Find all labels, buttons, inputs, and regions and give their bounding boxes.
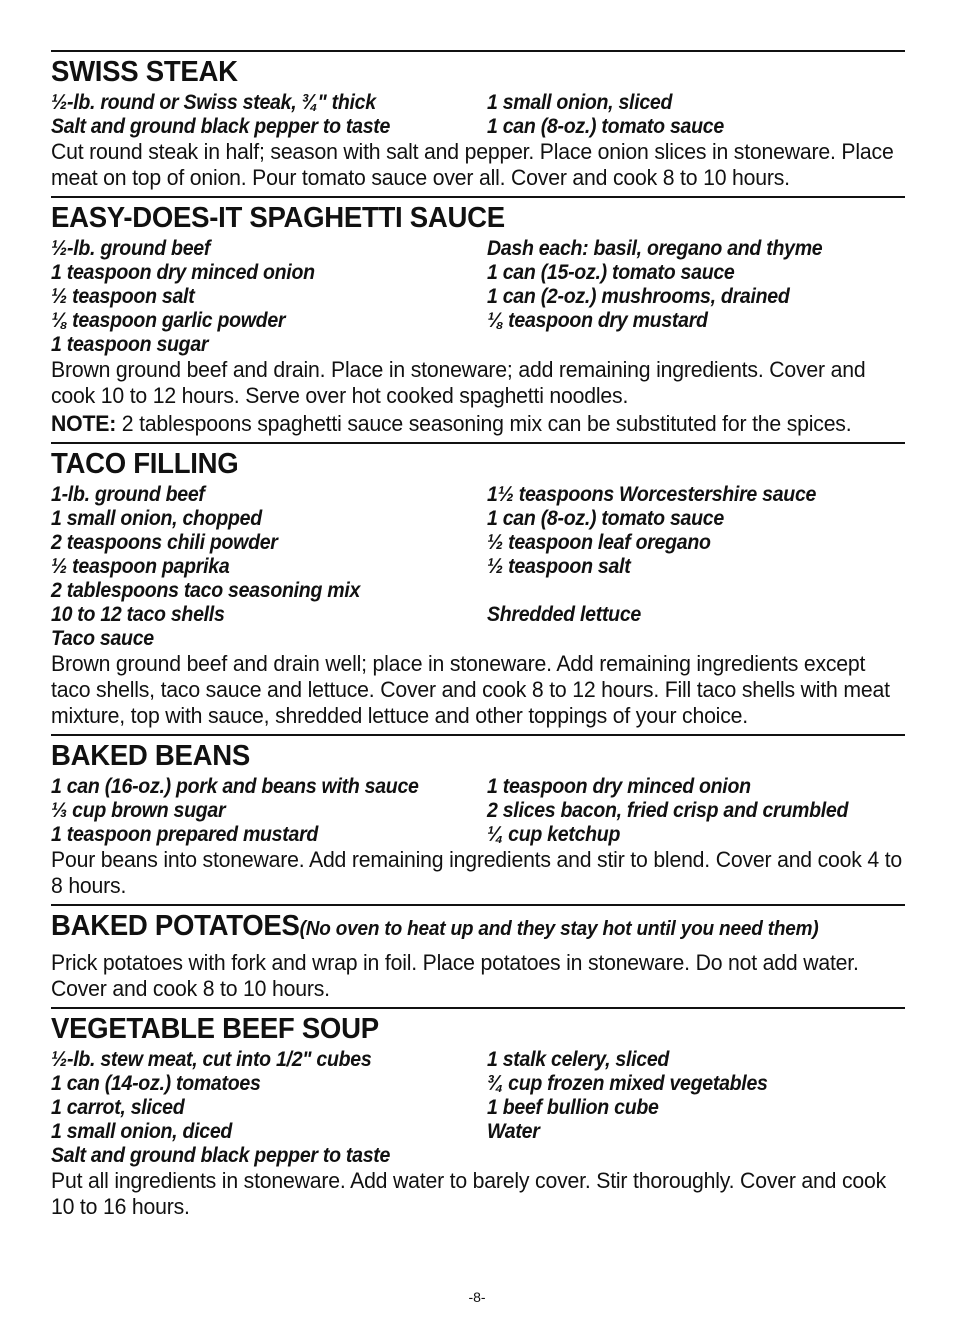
recipe-subtitle: (No oven to heat up and they stay hot until you need them) — [299, 918, 819, 940]
recipe-directions: Put all ingredients in stoneware. Add water to barely cover. Stir thoroughly. Cover and cook 10 to 16 hours. — [51, 1168, 887, 1219]
ingredient: 2 teaspoons chili powder — [51, 531, 278, 554]
ingredient-row — [51, 115, 905, 139]
ingredient-row — [51, 603, 905, 627]
ingredient: 1 small onion, chopped — [51, 507, 262, 530]
ingredient-row — [51, 823, 905, 847]
ingredient-row — [51, 579, 905, 603]
ingredient-row — [51, 799, 905, 823]
ingredient-list — [51, 1048, 905, 1168]
recipe-directions: Cut round steak in half; season with salt and pepper. Place onion slices in stoneware. Place meat on top of onion. Pour tomato sauce over all. Cover and cook 8 to 10 hours. — [51, 139, 894, 190]
ingredient: 1 teaspoon sugar — [51, 333, 209, 356]
recipe-title: TACO FILLING — [51, 448, 239, 480]
recipe-title: BAKED BEANS — [51, 740, 250, 772]
ingredient-row — [51, 1072, 905, 1096]
ingredient: 1 can (16-oz.) pork and beans with sauce — [51, 775, 419, 798]
ingredient: Shredded lettuce — [487, 603, 641, 626]
ingredient: Water — [487, 1120, 540, 1143]
ingredient: ½-lb. ground beef — [51, 237, 211, 260]
ingredient: 2 slices bacon, fried crisp and crumbled — [487, 799, 849, 822]
recipe-baked-beans — [51, 734, 905, 899]
ingredient: Salt and ground black pepper to taste — [51, 1144, 391, 1167]
note-text: 2 tablespoons spaghetti sauce seasoning mix can be substituted for the spices. — [116, 411, 852, 436]
recipe-directions: Pour beans into stoneware. Add remaining ingredients and stir to blend. Cover and cook 4 to 8 hours. — [51, 847, 903, 898]
recipe-directions: Brown ground beef and drain. Place in stoneware; add remaining ingredients. Cover and cook 10 to 12 hours. Serve over hot cooked spaghetti noodles. — [51, 357, 866, 408]
ingredient: ¼ cup ketchup — [487, 823, 621, 846]
ingredient-row — [51, 237, 905, 261]
recipe-title: SWISS STEAK — [51, 56, 238, 88]
ingredient: 1 stalk celery, sliced — [487, 1048, 670, 1071]
recipe-spaghetti-sauce — [51, 196, 905, 437]
ingredient-row — [51, 1120, 905, 1144]
note-label: NOTE: — [51, 411, 117, 436]
ingredient-list — [51, 775, 905, 847]
ingredient: ⅓ cup brown sugar — [51, 799, 226, 822]
ingredient-row — [51, 483, 905, 507]
recipe-directions: Brown ground beef and drain well; place in stoneware. Add remaining ingredients except taco shells, taco sauce and lettuce. Cover and cook 8 to 12 hours. Fill taco shells with meat mixture, top with sauce, shredded lettuce and other toppings of your choice. — [51, 651, 890, 728]
ingredient: 1 can (14-oz.) tomatoes — [51, 1072, 261, 1095]
ingredient: ½ teaspoon leaf oregano — [487, 531, 711, 554]
ingredient-row — [51, 507, 905, 531]
ingredient: ½ teaspoon salt — [51, 285, 195, 308]
ingredient: 1-lb. ground beef — [51, 483, 205, 506]
recipe-title-row — [51, 909, 862, 946]
recipe-vegetable-beef-soup — [51, 1007, 905, 1220]
ingredient: Taco sauce — [51, 627, 154, 650]
ingredient-row — [51, 1048, 905, 1072]
ingredient: ⅛ teaspoon dry mustard — [487, 309, 708, 332]
ingredient-row — [51, 1096, 905, 1120]
ingredient: 1 can (8-oz.) tomato sauce — [487, 115, 724, 138]
ingredient-list — [51, 483, 905, 651]
ingredient: 1 teaspoon prepared mustard — [51, 823, 319, 846]
ingredient: ½ teaspoon paprika — [51, 555, 230, 578]
recipe-swiss-steak — [51, 50, 905, 191]
ingredient: ½-lb. stew meat, cut into 1/2" cubes — [51, 1048, 372, 1071]
ingredient-list — [51, 237, 905, 357]
ingredient-list — [51, 91, 905, 139]
ingredient: 1 can (8-oz.) tomato sauce — [487, 507, 724, 530]
ingredient: ¾ cup frozen mixed vegetables — [487, 1072, 768, 1095]
recipe-baked-potatoes — [51, 904, 905, 1002]
ingredient-row — [51, 261, 905, 285]
recipe-title: VEGETABLE BEEF SOUP — [51, 1013, 379, 1045]
ingredient-row — [51, 285, 905, 309]
ingredient: 1 can (2-oz.) mushrooms, drained — [487, 285, 790, 308]
ingredient: 1½ teaspoons Worcestershire sauce — [487, 483, 817, 506]
ingredient: ½ teaspoon salt — [487, 555, 631, 578]
recipe-directions: Prick potatoes with fork and wrap in foil. Place potatoes in stoneware. Do not add water. Cover and cook 8 to 10 hours. — [51, 950, 859, 1001]
ingredient: 10 to 12 taco shells — [51, 603, 225, 626]
ingredient: 1 small onion, diced — [51, 1120, 233, 1143]
ingredient-row — [51, 775, 905, 799]
ingredient: ½-lb. round or Swiss steak, ¾" thick — [51, 91, 376, 114]
ingredient: 1 beef bullion cube — [487, 1096, 659, 1119]
ingredient-row — [51, 627, 905, 651]
ingredient-row — [51, 531, 905, 555]
recipe-page — [51, 50, 905, 1225]
ingredient-row — [51, 555, 905, 579]
ingredient: 1 small onion, sliced — [487, 91, 673, 114]
recipe-title: EASY-DOES-IT SPAGHETTI SAUCE — [51, 202, 505, 234]
ingredient: 1 carrot, sliced — [51, 1096, 185, 1119]
ingredient: 1 can (15-oz.) tomato sauce — [487, 261, 735, 284]
ingredient: ⅛ teaspoon garlic powder — [51, 309, 286, 332]
ingredient-row — [51, 309, 905, 333]
ingredient: 1 teaspoon dry minced onion — [487, 775, 751, 798]
ingredient: Dash each: basil, oregano and thyme — [487, 237, 823, 260]
recipe-title: BAKED POTATOES — [51, 910, 300, 942]
page-number: -8- — [468, 1289, 486, 1305]
ingredient-row — [51, 333, 905, 357]
ingredient: 1 teaspoon dry minced onion — [51, 261, 315, 284]
ingredient-row — [51, 1144, 905, 1168]
ingredient: Salt and ground black pepper to taste — [51, 115, 391, 138]
recipe-note — [51, 411, 905, 437]
ingredient: 2 tablespoons taco seasoning mix — [51, 579, 361, 602]
recipe-taco-filling — [51, 442, 905, 729]
ingredient-row — [51, 91, 905, 115]
